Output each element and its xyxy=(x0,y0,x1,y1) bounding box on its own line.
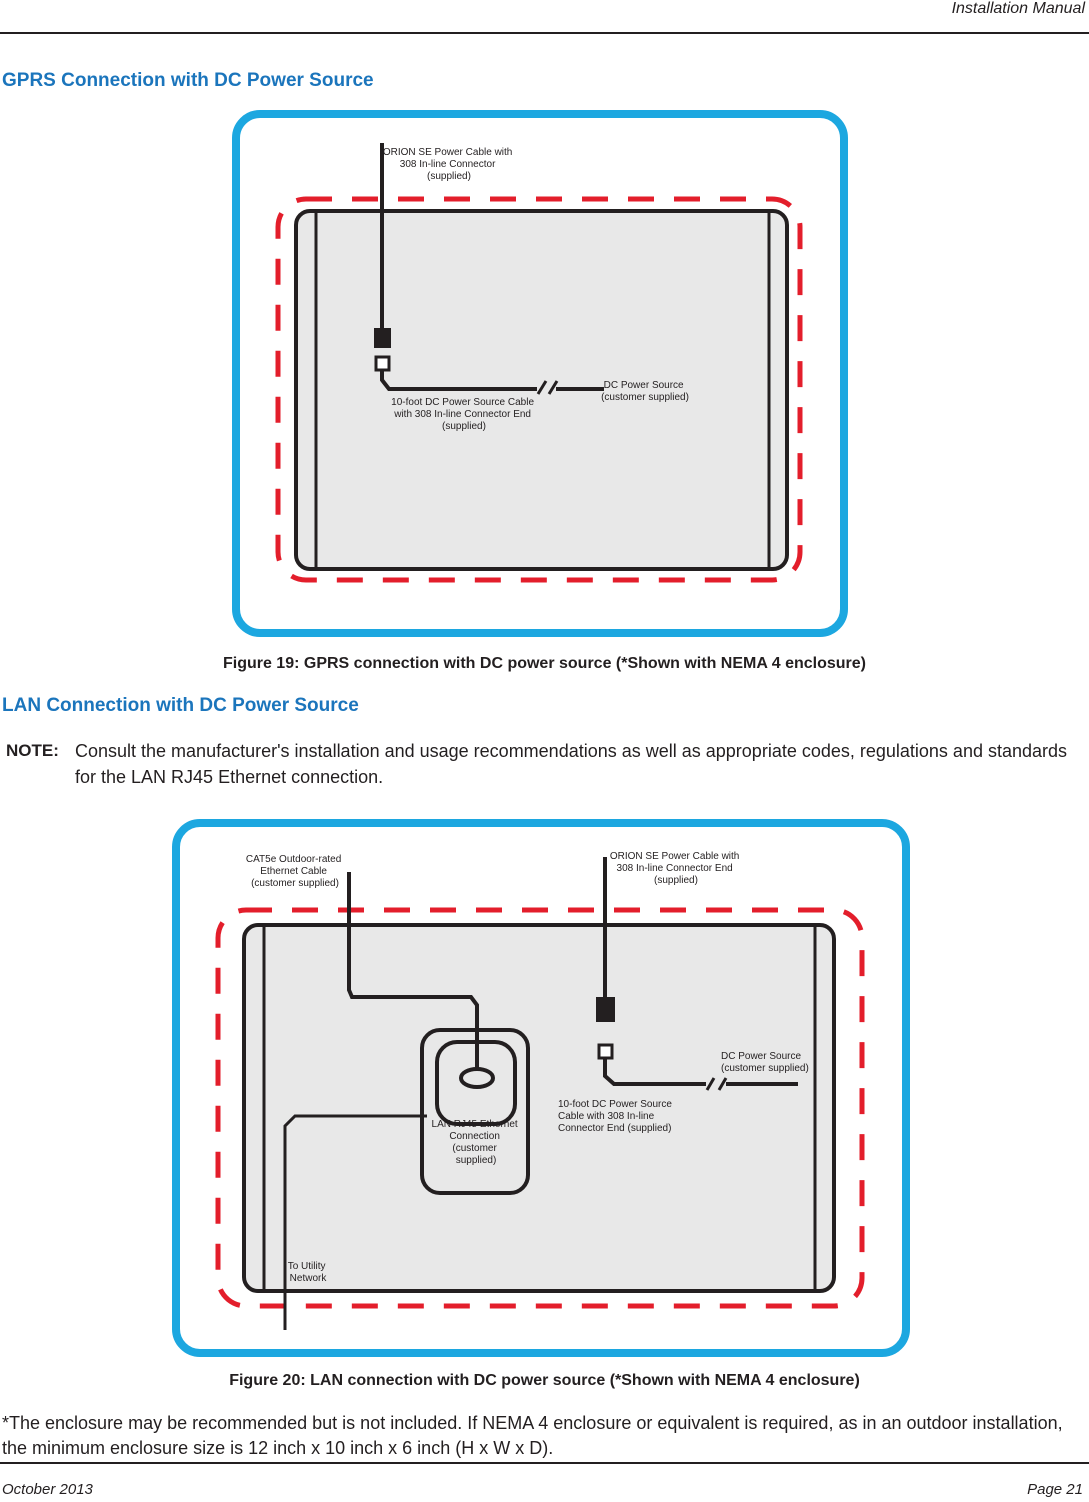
note-text: Consult the manufacturer's installation and usage recommendations as well as appropriate codes, regulations and standards for the LAN RJ45 Ethernet connection. xyxy=(75,741,1068,787)
meter-body xyxy=(244,925,834,1291)
figure-20-diagram xyxy=(0,800,1089,1370)
label-dc-source: DC Power Source (customer supplied) xyxy=(721,1051,809,1074)
label-dc-source: DC Power Source (customer supplied) xyxy=(601,380,689,403)
inline-connector-female xyxy=(599,1045,612,1058)
section-heading-lan: LAN Connection with DC Power Source xyxy=(2,695,359,716)
label-utility-network: To Utility Network xyxy=(287,1261,327,1284)
label-dc-cable: 10-foot DC Power Source Cable with 308 In-line Connector End (supplied) xyxy=(558,1099,672,1134)
figure-20-caption: Figure 20: LAN connection with DC power source (*Shown with NEMA 4 enclosure) xyxy=(229,1372,860,1389)
footer-date: October 2013 xyxy=(2,1481,93,1498)
note-label: NOTE: xyxy=(6,741,59,760)
inline-connector-male xyxy=(374,328,391,348)
enclosure-footnote: *The enclosure may be recommended but is not included. If NEMA 4 enclosure or equivalent is required, as in an outdoor installation, the minimum enclosure size is 12 inch x 10 inch x 6 inch (H x W x D). xyxy=(2,1413,1063,1458)
label-orion-cable: ORION SE Power Cable with 308 In-line Connector End (supplied) xyxy=(609,851,740,886)
label-orion-cable: ORION SE Power Cable with 308 In-line Connector (supplied) xyxy=(382,147,513,182)
footer-rule xyxy=(0,1462,1089,1464)
figure-19-diagram xyxy=(0,0,1089,650)
inline-connector-female xyxy=(376,357,389,370)
label-cat5e-cable: CAT5e Outdoor-rated Ethernet Cable (customer supplied) xyxy=(245,854,342,889)
inline-connector-male xyxy=(596,997,615,1022)
footer-page-number: Page 21 xyxy=(1027,1481,1083,1498)
document-header-title: Installation Manual xyxy=(951,0,1085,17)
label-lan-rj45: LAN RJ45 Ethernet Connection (customer supplied) xyxy=(431,1119,518,1166)
label-dc-cable: 10-foot DC Power Source Cable with 308 In-line Connector End (supplied) xyxy=(391,397,535,432)
section-heading-gprs: GPRS Connection with DC Power Source xyxy=(2,70,374,91)
figure-19-caption: Figure 19: GPRS connection with DC power source (*Shown with NEMA 4 enclosure) xyxy=(222,655,867,672)
